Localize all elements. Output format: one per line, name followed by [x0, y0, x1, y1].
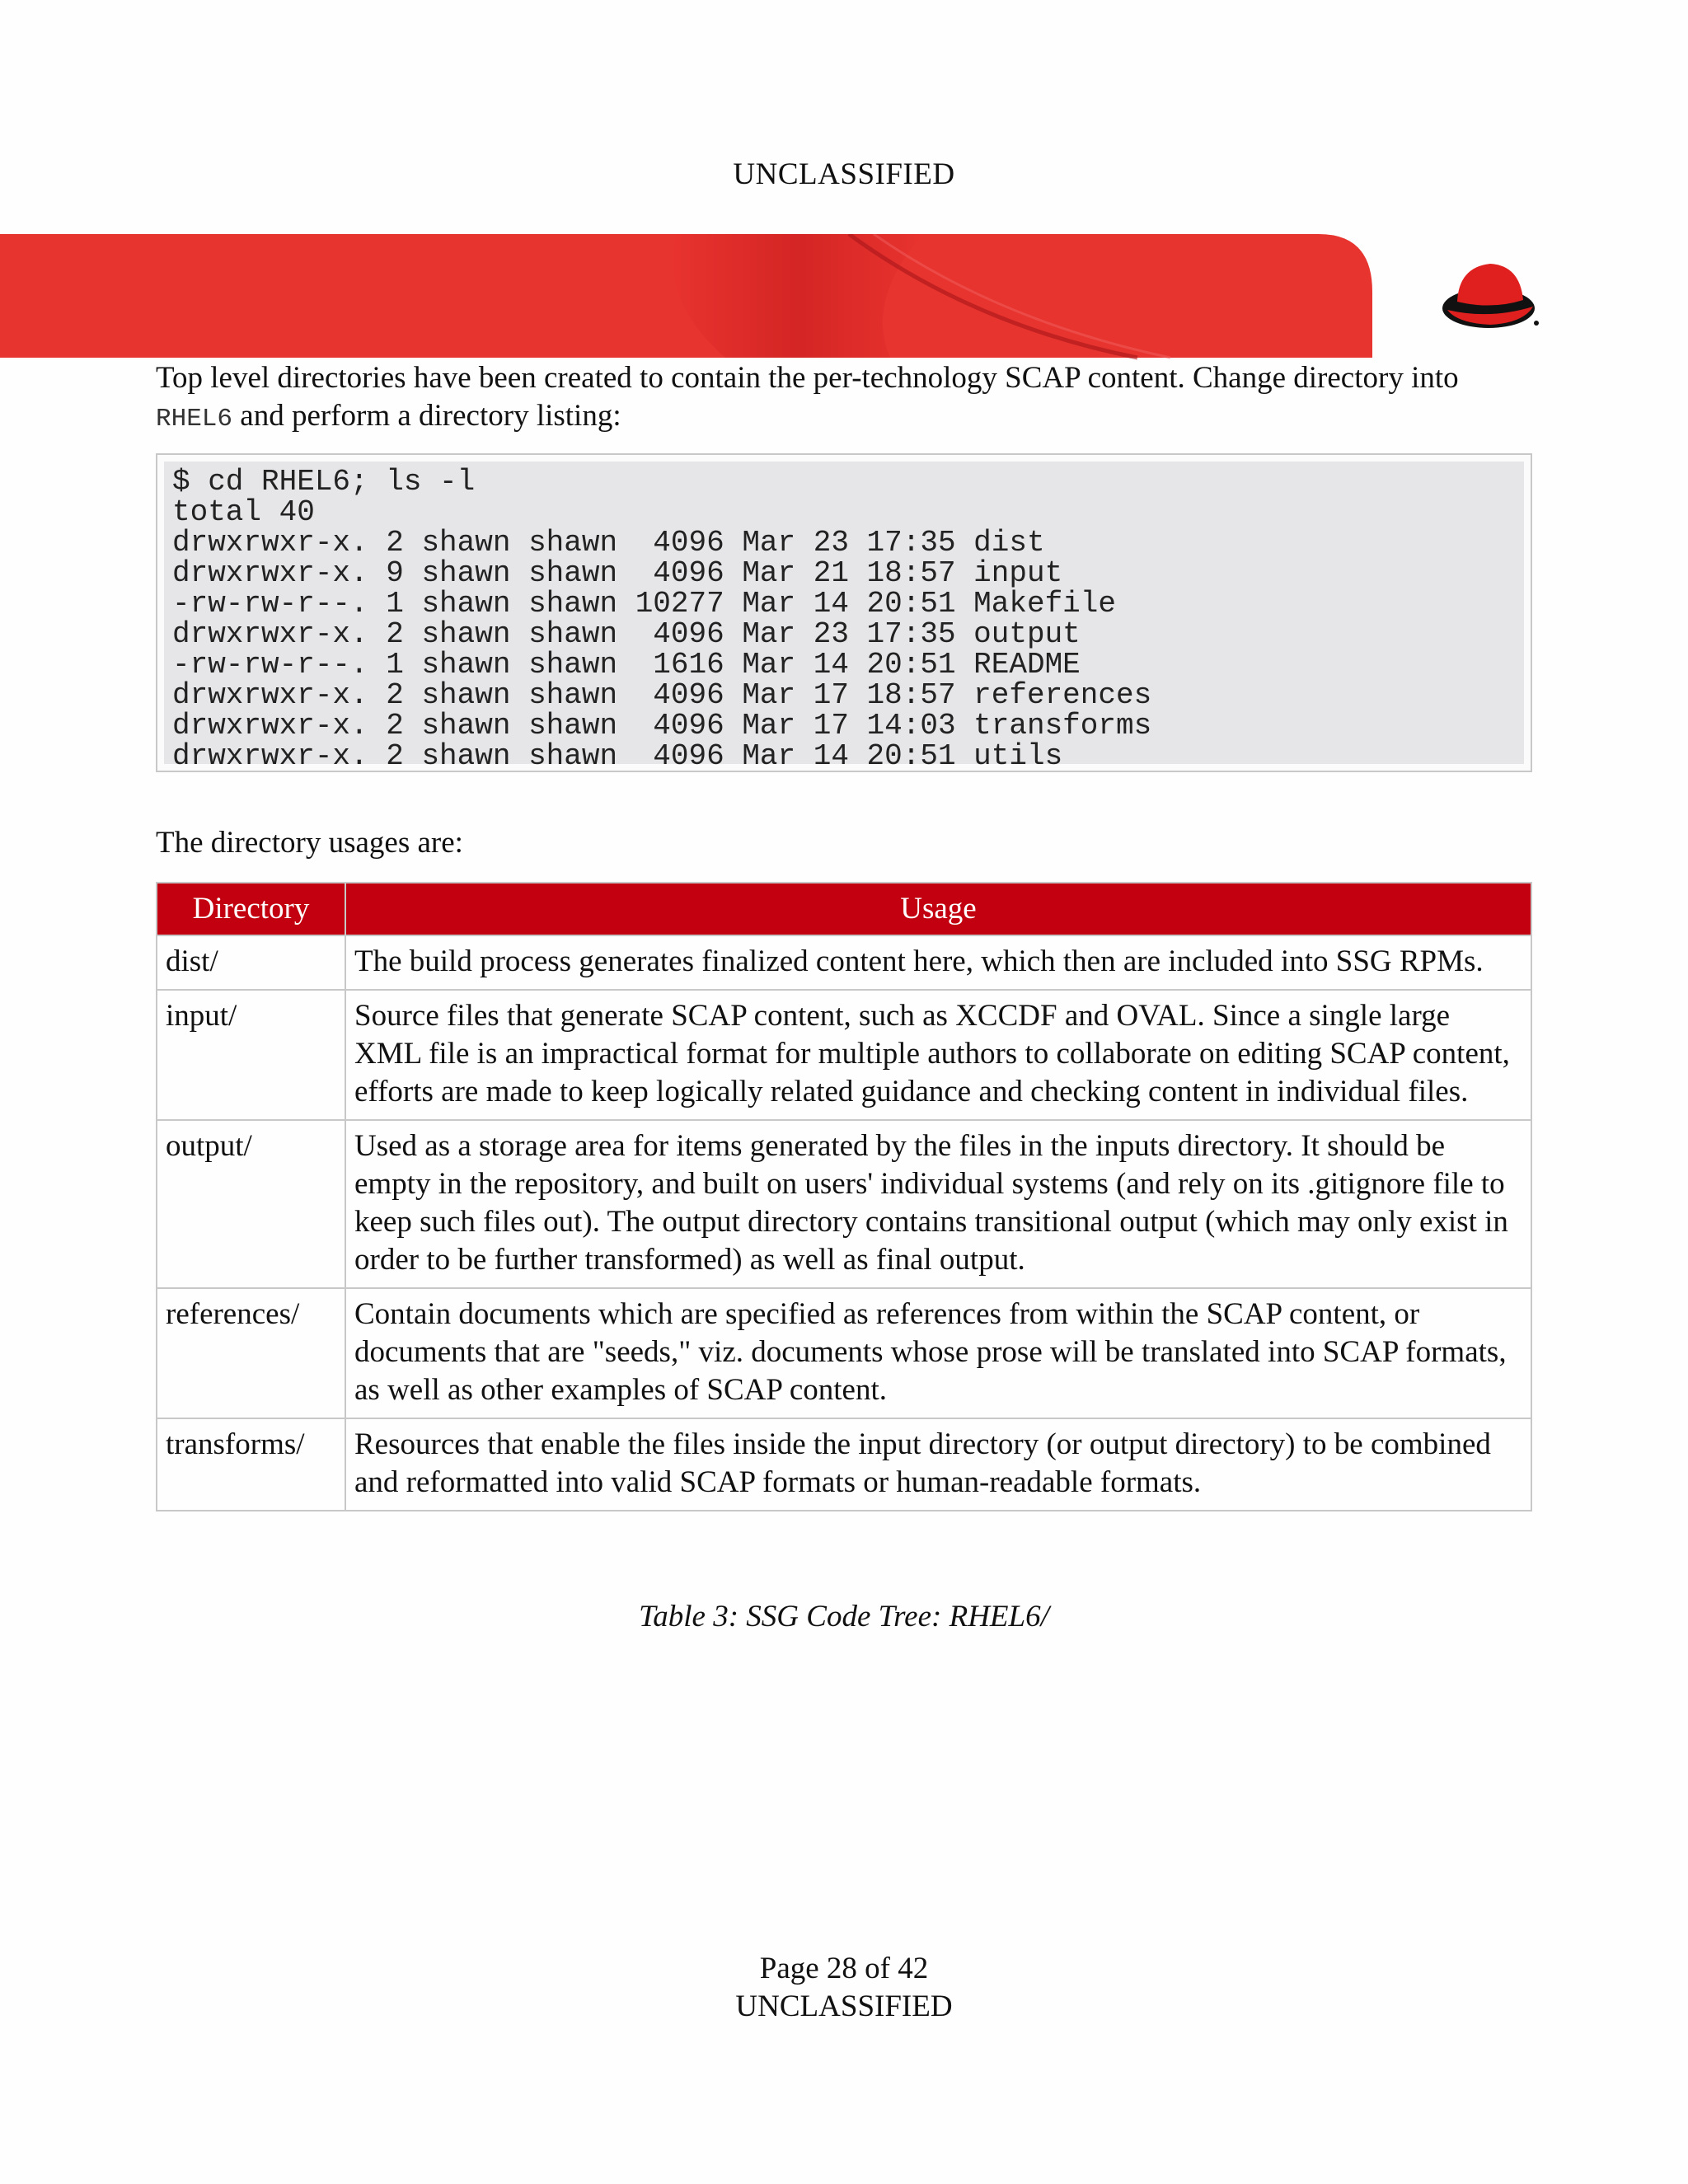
- table-row: [157, 1418, 1531, 1511]
- code-line: drwxrwxr-x. 2 shawn shawn 4096 Mar 14 20:51 utils: [172, 739, 1063, 773]
- usages-label: The directory usages are:: [156, 826, 463, 860]
- code-line: drwxrwxr-x. 2 shawn shawn 4096 Mar 23 17:35 dist: [172, 526, 1045, 560]
- intro-text: Top level directories have been created to contain the per-technology SCAP content. Change directory into: [156, 361, 1459, 395]
- directory-cell: output/: [157, 1120, 345, 1288]
- code-block-inner: [164, 462, 1524, 773]
- code-line: -rw-rw-r--. 1 shawn shawn 1616 Mar 14 20:51 README: [172, 648, 1081, 682]
- page-number: Page 28 of 42: [759, 1952, 929, 1985]
- directory-cell: dist/: [157, 935, 345, 990]
- inline-code: RHEL6: [156, 405, 233, 434]
- usage-cell: The build process generates finalized content here, which then are included into SSG RPMs.: [345, 935, 1531, 990]
- code-line: -rw-rw-r--. 1 shawn shawn 10277 Mar 14 20:51 Makefile: [172, 587, 1116, 621]
- header-classification: UNCLASSIFIED: [733, 157, 955, 191]
- usage-cell: Resources that enable the files inside the input directory (or output directory) to be combined and reformatted into valid SCAP formats or human-readable formats.: [345, 1418, 1531, 1511]
- code-line: drwxrwxr-x. 2 shawn shawn 4096 Mar 17 14:03 transforms: [172, 709, 1152, 743]
- directory-cell: transforms/: [157, 1418, 345, 1511]
- code-line: drwxrwxr-x. 2 shawn shawn 4096 Mar 23 17:35 output: [172, 617, 1081, 651]
- table-row: [157, 1288, 1531, 1418]
- intro-paragraph: [156, 359, 1540, 438]
- directory-cell: input/: [157, 990, 345, 1120]
- directory-usage-table: [156, 882, 1532, 1511]
- column-header-usage: Usage: [345, 883, 1531, 935]
- page-footer: [0, 1950, 1688, 2026]
- usage-cell: Contain documents which are specified as references from within the SCAP content, or documents that are "seeds," viz. documents whose prose will be translated into SCAP formats, as well as other examples of SCAP content.: [345, 1288, 1531, 1418]
- table-row: [157, 1120, 1531, 1288]
- column-header-directory: Directory: [157, 883, 345, 935]
- code-line: drwxrwxr-x. 9 shawn shawn 4096 Mar 21 18:57 input: [172, 556, 1063, 590]
- table-caption: Table 3: SSG Code Tree: RHEL6/: [639, 1600, 1049, 1633]
- intro-text-end: and perform a directory listing:: [232, 399, 621, 433]
- footer-classification: UNCLASSIFIED: [735, 1990, 953, 2023]
- usage-cell: Source files that generate SCAP content, such as XCCDF and OVAL. Since a single large XML file is an impractical format for multiple authors to collaborate on editing SCAP content, efforts are made to keep logically related guidance and checking content in individual files.: [345, 990, 1531, 1120]
- table-row: [157, 990, 1531, 1120]
- table-header-row: [157, 883, 1531, 935]
- red-hat-shadowman-icon: [1442, 264, 1539, 328]
- table-row: [157, 935, 1531, 990]
- code-line: $ cd RHEL6; ls -l: [172, 465, 476, 499]
- directory-cell: references/: [157, 1288, 345, 1418]
- header-banner: [0, 234, 1688, 363]
- usage-cell: Used as a storage area for items generated by the files in the inputs directory. It should be empty in the repository, and built on users' individual systems (and rely on its .gitignore file to keep such files out). The output directory contains transitional output (which may only exist in order to be further transformed) as well as final output.: [345, 1120, 1531, 1288]
- banner-graphic: [0, 234, 1688, 363]
- code-line: drwxrwxr-x. 2 shawn shawn 4096 Mar 17 18:57 references: [172, 678, 1152, 712]
- terminal-code-block: [156, 453, 1532, 772]
- code-line: total 40: [172, 495, 315, 529]
